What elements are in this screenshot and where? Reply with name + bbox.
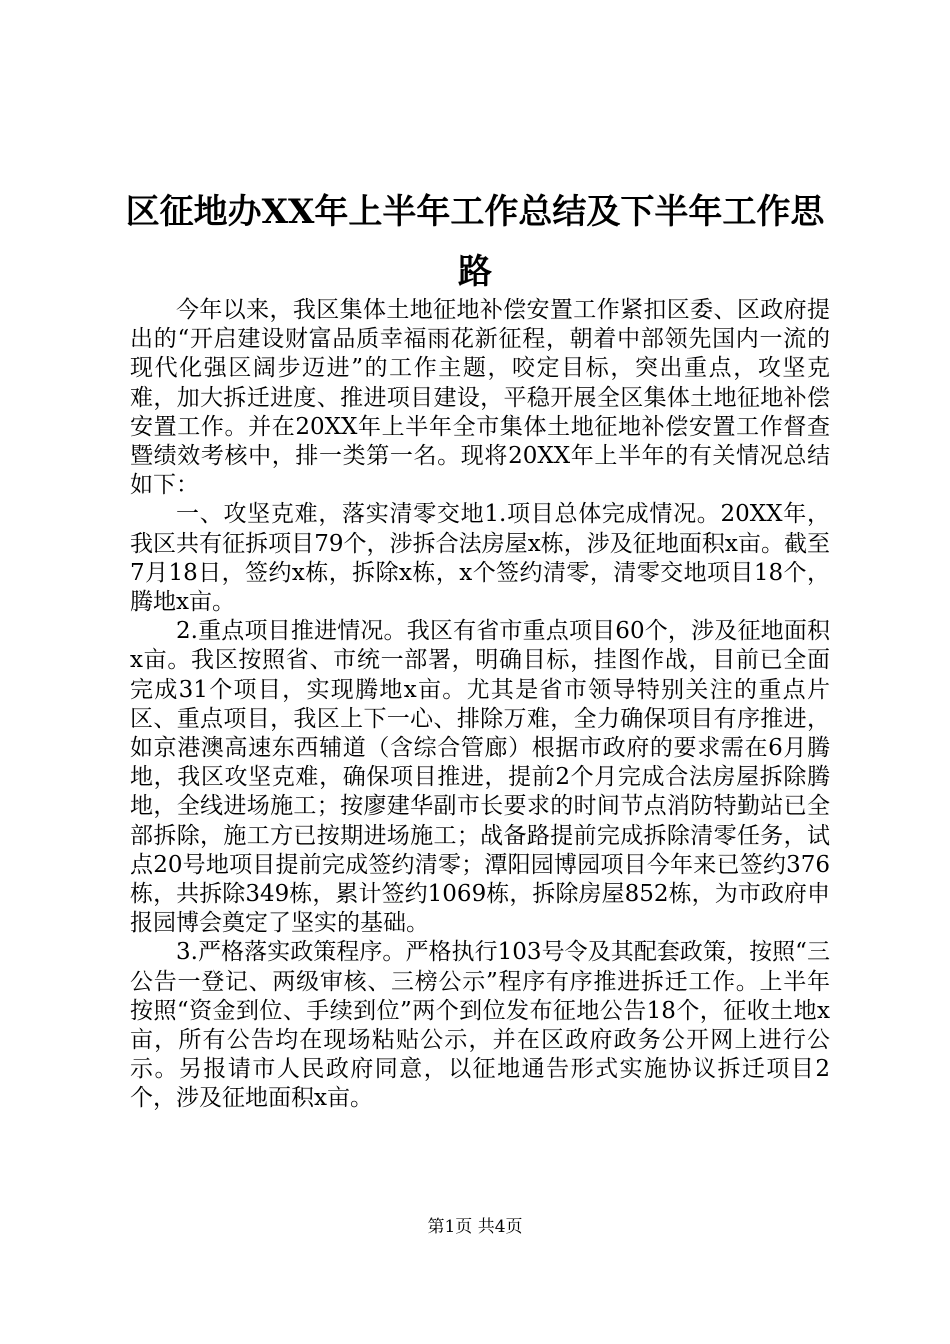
paragraph-intro: 今年以来，我区集体土地征地补偿安置工作紧扣区委、区政府提出的“开启建设财富品质幸福雨花新征程，朝着中部领先国内一流的现代化强区阔步迈进”的工作主题，咬定目标，突出重点，攻坚克难，加大拆迁进度、推进项目建设，平稳开展全区集体土地征地补偿安置工作。并在20XX年上半年全市集体土地征地补偿安置工作督查暨绩效考核中，排一类第一名。现将20XX年上半年的有关情况总结如下： [130,297,830,499]
page-number-footer: 第1页 共4页 [427,1217,523,1237]
paragraph-section-3: 3.严格落实政策程序。严格执行103号令及其配套政策，按照“三公告一登记、两级审核、三榜公示”程序有序推进拆迁工作。上半年按照“资金到位、手续到位”两个到位发布征地公告18个，征收土地x亩，所有公告均在现场粘贴公示，并在区政府政务公开网上进行公示。另报请市人民政府同意，以征地通告形式实施协议拆迁项目2个，涉及征地面积x亩。 [130,939,830,1112]
paragraph-section-2: 2.重点项目推进情况。我区有省市重点项目60个，涉及征地面积x亩。我区按照省、市统一部署，明确目标，挂图作战，目前已全面完成31个项目，实现腾地x亩。尤其是省市领导特别关注的重点片区、重点项目，我区上下一心、排除万难，全力确保项目有序推进，如京港澳高速东西辅道（含综合管廊）根据市政府的要求需在6月腾地，我区攻坚克难，确保项目推进，提前2个月完成合法房屋拆除腾地，全线进场施工；按廖建华副市长要求的时间节点消防特勤站已全部拆除，施工方已按期进场施工；战备路提前完成拆除清零任务，试点20号地项目提前完成签约清零；潭阳园博园项目今年来已签约376栋，共拆除349栋，累计签约1069栋，拆除房屋852栋，为市政府申报园博会奠定了坚实的基础。 [130,618,830,937]
paragraph-section-1: 一、攻坚克难，落实清零交地1.项目总体完成情况。20XX年，我区共有征拆项目79个，涉拆合法房屋x栋，涉及征地面积x亩。截至7月18日，签约x栋，拆除x栋，x个签约清零，清零交地项目18个，腾地x亩。 [130,501,830,616]
document-title: 区征地办XX年上半年工作总结及下半年工作思路 [125,192,825,292]
document-body [130,296,830,1114]
